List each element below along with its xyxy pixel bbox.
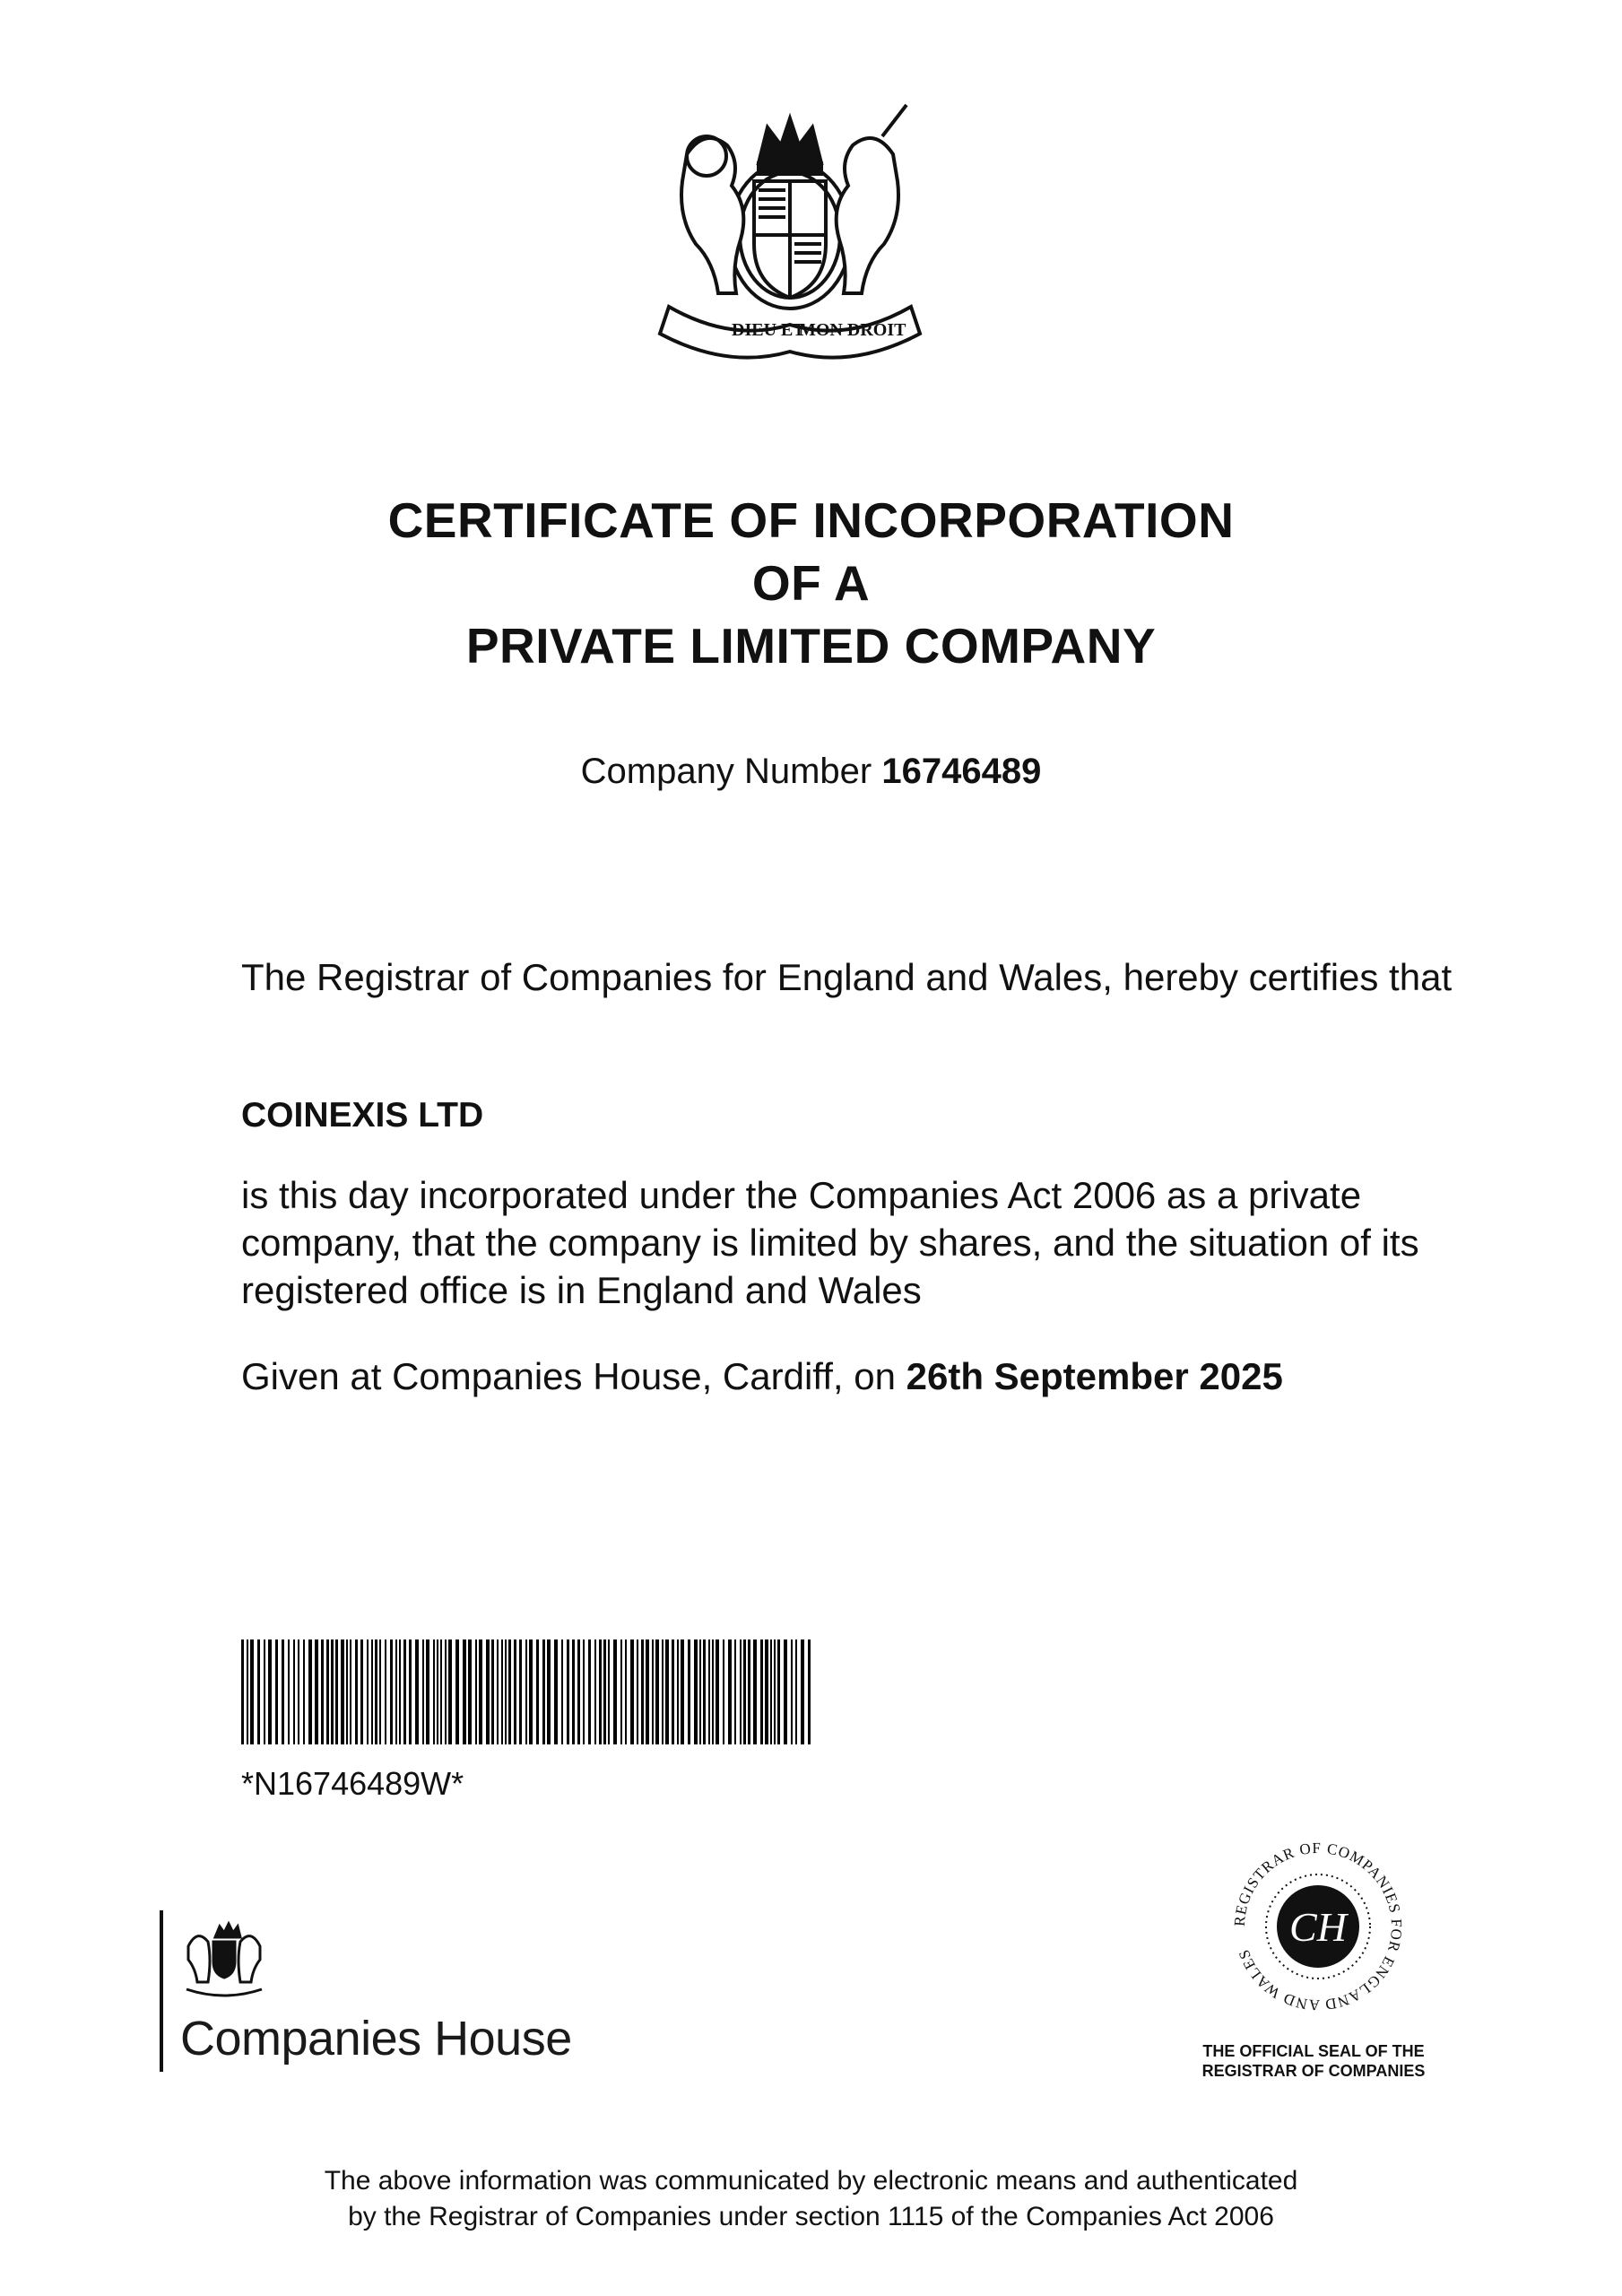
barcode-bar: [350, 1639, 351, 1744]
barcode-bar: [399, 1639, 401, 1744]
barcode-bar: [699, 1639, 701, 1744]
barcode-bar: [379, 1639, 381, 1744]
barcode-bar: [529, 1639, 533, 1744]
barcode-bar: [422, 1639, 424, 1744]
company-number-value: 16746489: [881, 752, 1042, 791]
barcode-bar: [672, 1639, 674, 1744]
barcode-bar: [341, 1639, 344, 1744]
barcode-bar: [355, 1639, 358, 1744]
official-seal-icon: [1219, 1828, 1417, 2025]
seal-caption: [1166, 2041, 1462, 2081]
barcode-bar: [795, 1639, 797, 1744]
barcode-bar: [514, 1639, 516, 1744]
motto-right: MON DROIT: [799, 320, 906, 340]
barcode-bar: [662, 1639, 664, 1744]
barcode-bar: [475, 1639, 477, 1744]
barcode-bar: [440, 1639, 442, 1744]
barcode-bar: [577, 1639, 580, 1744]
barcode-bar: [652, 1639, 654, 1744]
seal-ring-text: REGISTRAR OF COMPANIES FOR ENGLAND AND WALES: [1230, 1839, 1406, 2014]
barcode-bar: [293, 1639, 295, 1744]
barcode-bar: [677, 1639, 679, 1744]
barcode-bar: [561, 1639, 563, 1744]
barcode: [241, 1639, 869, 1744]
barcode-bar: [728, 1639, 732, 1744]
barcode-bar: [594, 1639, 596, 1744]
barcode-bar: [583, 1639, 585, 1744]
barcode-bar: [743, 1639, 746, 1744]
seal-caption-line-1: THE OFFICIAL SEAL OF THE: [1202, 2042, 1425, 2060]
title-line-3: PRIVATE LIMITED COMPANY: [465, 618, 1157, 674]
barcode-bar: [542, 1639, 545, 1744]
barcode-bar: [637, 1639, 638, 1744]
companies-house-crest-icon: [179, 1919, 269, 2000]
motto-left: DIEU ET: [732, 320, 805, 340]
barcode-bar: [331, 1639, 334, 1744]
footer-note: [0, 2163, 1622, 2235]
barcode-bar: [468, 1639, 472, 1744]
barcode-bar: [395, 1639, 397, 1744]
barcode-bar: [501, 1639, 503, 1744]
barcode-bar: [536, 1639, 539, 1744]
barcode-bar: [335, 1639, 338, 1744]
barcode-bar: [646, 1639, 649, 1744]
barcode-bar: [491, 1639, 494, 1744]
incorporation-statement: is this day incorporated under the Companies Act 2006 as a private company, that the company is limited by shares, and the situation of its registered office is in England and Wales: [241, 1174, 1419, 1311]
barcode-bar: [275, 1639, 278, 1744]
barcode-bar: [760, 1639, 763, 1744]
barcode-bar: [630, 1639, 634, 1744]
barcode-bar: [681, 1639, 684, 1744]
barcode-bar: [608, 1639, 610, 1744]
barcode-bar: [385, 1639, 386, 1744]
barcode-bar: [303, 1639, 305, 1744]
barcode-bar: [486, 1639, 490, 1744]
barcode-bar: [479, 1639, 482, 1744]
barcode-bar: [801, 1639, 804, 1744]
barcode-bar: [326, 1639, 329, 1744]
royal-coat-of-arms-icon: [642, 100, 938, 361]
barcode-bar: [415, 1639, 419, 1744]
barcode-bar: [371, 1639, 373, 1744]
companies-house-name: Companies House: [180, 2012, 572, 2066]
company-name: COINEXIS LTD: [241, 1096, 484, 1135]
barcode-bar: [777, 1639, 780, 1744]
barcode-bar: [791, 1639, 793, 1744]
barcode-bar: [257, 1639, 260, 1744]
seal-caption-line-2: REGISTRAR OF COMPANIES: [1201, 2062, 1426, 2080]
barcode-bar: [321, 1639, 324, 1744]
barcode-bar: [433, 1639, 435, 1744]
barcode-bar: [734, 1639, 736, 1744]
barcode-bar: [740, 1639, 742, 1744]
barcode-bar: [315, 1639, 318, 1744]
barcode-bar: [360, 1639, 363, 1744]
barcode-bar: [463, 1639, 466, 1744]
logo-divider: [160, 1910, 163, 2072]
barcode-bar: [525, 1639, 527, 1744]
given-at-text: Given at Companies House, Cardiff, on: [241, 1355, 896, 1397]
company-number-label: Company Number: [580, 752, 872, 791]
barcode-bar: [250, 1639, 254, 1744]
barcode-bar: [708, 1639, 710, 1744]
title-line-1: CERTIFICATE OF INCORPORATION: [387, 492, 1235, 548]
barcode-bar: [241, 1639, 244, 1744]
barcode-bar: [298, 1639, 299, 1744]
barcode-bar: [572, 1639, 575, 1744]
title-line-2: OF A: [751, 555, 871, 611]
barcode-bar: [599, 1639, 602, 1744]
barcode-bar: [588, 1639, 591, 1744]
barcode-bar: [723, 1639, 724, 1744]
barcode-bar: [808, 1639, 811, 1744]
barcode-bar: [519, 1639, 522, 1744]
barcode-bar: [547, 1639, 551, 1744]
barcode-bar: [445, 1639, 447, 1744]
barcode-bar: [455, 1639, 459, 1744]
barcode-bar: [688, 1639, 690, 1744]
barcode-bar: [448, 1639, 452, 1744]
barcode-bar: [620, 1639, 622, 1744]
barcode-bar: [554, 1639, 558, 1744]
barcode-bar: [774, 1639, 776, 1744]
barcode-bar: [505, 1639, 507, 1744]
barcode-bar: [247, 1639, 248, 1744]
seal-monogram: CH: [1289, 1904, 1347, 1950]
footer-line-2: by the Registrar of Companies under section 1115 of the Companies Act 2006: [348, 2202, 1274, 2231]
barcode-bar: [716, 1639, 719, 1744]
barcode-bar: [748, 1639, 750, 1744]
barcode-bar: [375, 1639, 377, 1744]
barcode-bar: [765, 1639, 768, 1744]
incorporation-date: 26th September 2025: [906, 1355, 1283, 1397]
barcode-bar: [641, 1639, 644, 1744]
certificate-title: [0, 489, 1622, 677]
barcode-bar: [346, 1639, 348, 1744]
barcode-bar: [753, 1639, 757, 1744]
barcode-bar: [409, 1639, 412, 1744]
barcode-bar: [613, 1639, 617, 1744]
barcode-bar: [784, 1639, 787, 1744]
barcode-bar: [437, 1639, 438, 1744]
barcode-bar: [390, 1639, 393, 1744]
barcode-bar: [508, 1639, 511, 1744]
barcode-bar: [694, 1639, 698, 1744]
company-number: [0, 752, 1622, 792]
barcode-bar: [282, 1639, 284, 1744]
barcode-bar: [625, 1639, 627, 1744]
barcode-text: *N16746489W*: [241, 1765, 464, 1802]
registrar-statement: The Registrar of Companies for England and Wales, hereby certifies that: [241, 956, 1453, 998]
footer-line-1: The above information was communicated by electronic means and authenticated: [324, 2166, 1298, 2196]
barcode-bar: [655, 1639, 659, 1744]
barcode-bar: [403, 1639, 406, 1744]
barcode-bar: [603, 1639, 606, 1744]
barcode-bar: [426, 1639, 429, 1744]
barcode-bar: [770, 1639, 772, 1744]
barcode-bar: [665, 1639, 669, 1744]
barcode-bar: [497, 1639, 499, 1744]
barcode-bar: [308, 1639, 312, 1744]
given-at-line: [241, 1352, 1496, 1400]
barcode-bar: [288, 1639, 290, 1744]
barcode-bar: [367, 1639, 369, 1744]
barcode-bar: [268, 1639, 272, 1744]
barcode-bar: [567, 1639, 569, 1744]
barcode-bar: [712, 1639, 714, 1744]
barcode-bar: [264, 1639, 265, 1744]
barcode-bar: [703, 1639, 706, 1744]
